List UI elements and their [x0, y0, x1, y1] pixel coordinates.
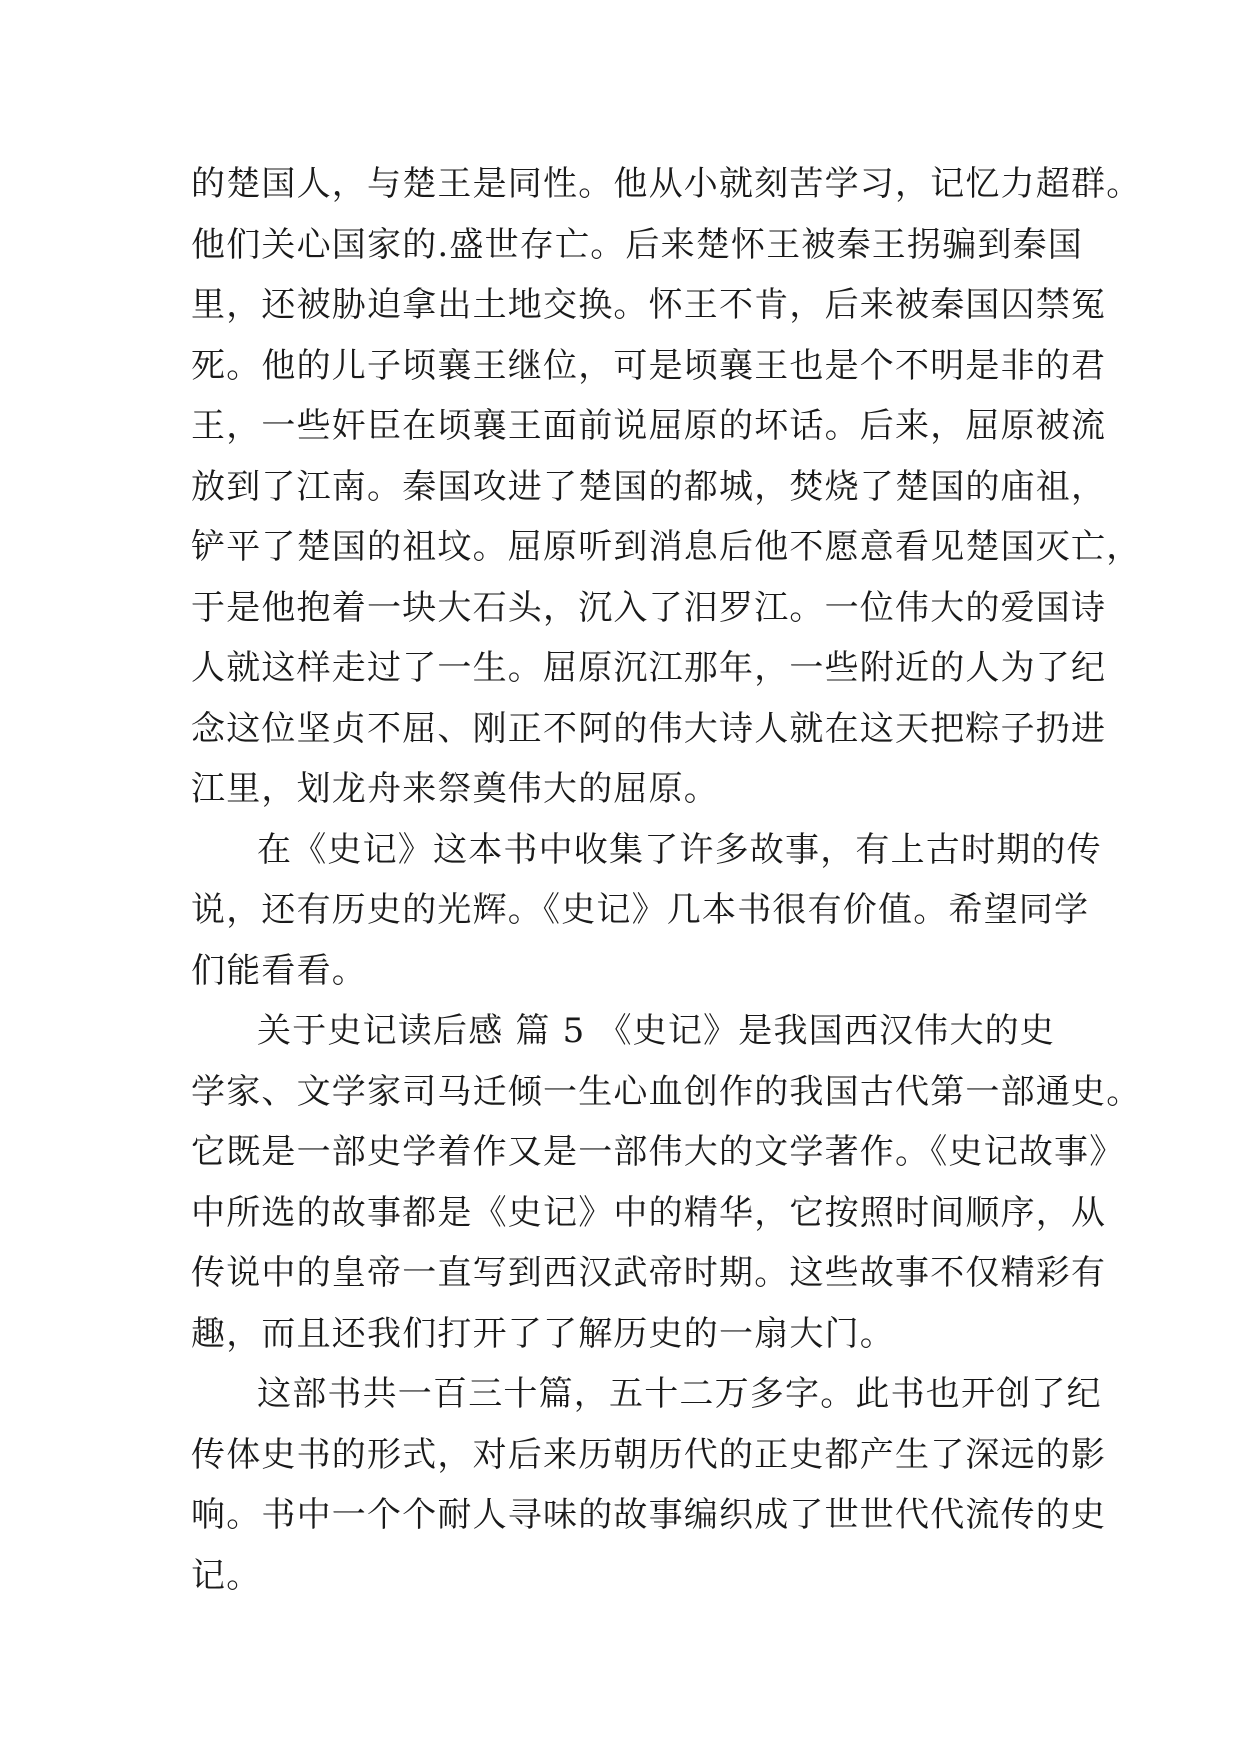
text-line: 里，还被胁迫拿出土地交换。怀王不肯，后来被秦国囚禁冤 — [191, 285, 1107, 325]
text-line: 江里，划龙舟来祭奠伟大的屈原。 — [191, 769, 719, 809]
text-line: 中所选的故事都是《史记》中的精华，它按照时间顺序，从 — [191, 1192, 1107, 1233]
text-line: 传体史书的形式，对后来历朝历代的正史都产生了深远的影 — [191, 1434, 1107, 1475]
text-line: 它既是一部史学着作又是一部伟大的文学著作。《史记故事》 — [191, 1132, 1125, 1172]
text-line: 铲平了楚国的祖坟。屈原听到消息后他不愿意看见楚国灭亡， — [191, 527, 1142, 567]
text-line: 响。书中一个个耐人寻味的故事编织成了世世代代流传的史 — [191, 1495, 1107, 1535]
text-line: 王，一些奸臣在顷襄王面前说屈原的坏话。后来，屈原被流 — [191, 406, 1107, 446]
text-line: 这部书共一百三十篇，五十二万多字。此书也开创了纪 — [257, 1374, 1102, 1414]
text-line: 人就这样走过了一生。屈原沉江那年，一些附近的人为了纪 — [191, 648, 1107, 688]
text-line: 说，还有历史的光辉。《史记》几本书很有价值。希望同学 — [191, 890, 1090, 930]
text-line: 们能看看。 — [191, 950, 367, 991]
text-line: 关于史记读后感 篇 5 《史记》是我国西汉伟大的史 — [257, 1011, 1056, 1051]
document-body-text — [191, 154, 1142, 1606]
text-line: 趣，而且还我们打开了了解历史的一扇大门。 — [191, 1313, 895, 1354]
text-line: 于是他抱着一块大石头，沉入了汨罗江。一位伟大的爱国诗 — [191, 587, 1107, 628]
text-line: 死。他的儿子顷襄王继位，可是顷襄王也是个不明是非的君 — [191, 345, 1107, 386]
text-line: 念这位坚贞不屈、刚正不阿的伟大诗人就在这天把粽子扔进 — [191, 708, 1107, 749]
text-line: 在《史记》这本书中收集了许多故事，有上古时期的传 — [257, 829, 1102, 870]
text-line: 学家、文学家司马迁倾一生心血创作的我国古代第一部通史。 — [191, 1071, 1142, 1112]
text-line: 他们关心国家的.盛世存亡。后来楚怀王被秦王拐骗到秦国 — [191, 224, 1084, 265]
text-line: 记。 — [191, 1555, 262, 1596]
text-line: 的楚国人，与楚王是同性。他从小就刻苦学习，记忆力超群。 — [191, 164, 1142, 204]
text-line: 放到了江南。秦国攻进了楚国的都城，焚烧了楚国的庙祖， — [191, 466, 1107, 507]
text-line: 传说中的皇帝一直写到西汉武帝时期。这些故事不仅精彩有 — [191, 1253, 1107, 1293]
